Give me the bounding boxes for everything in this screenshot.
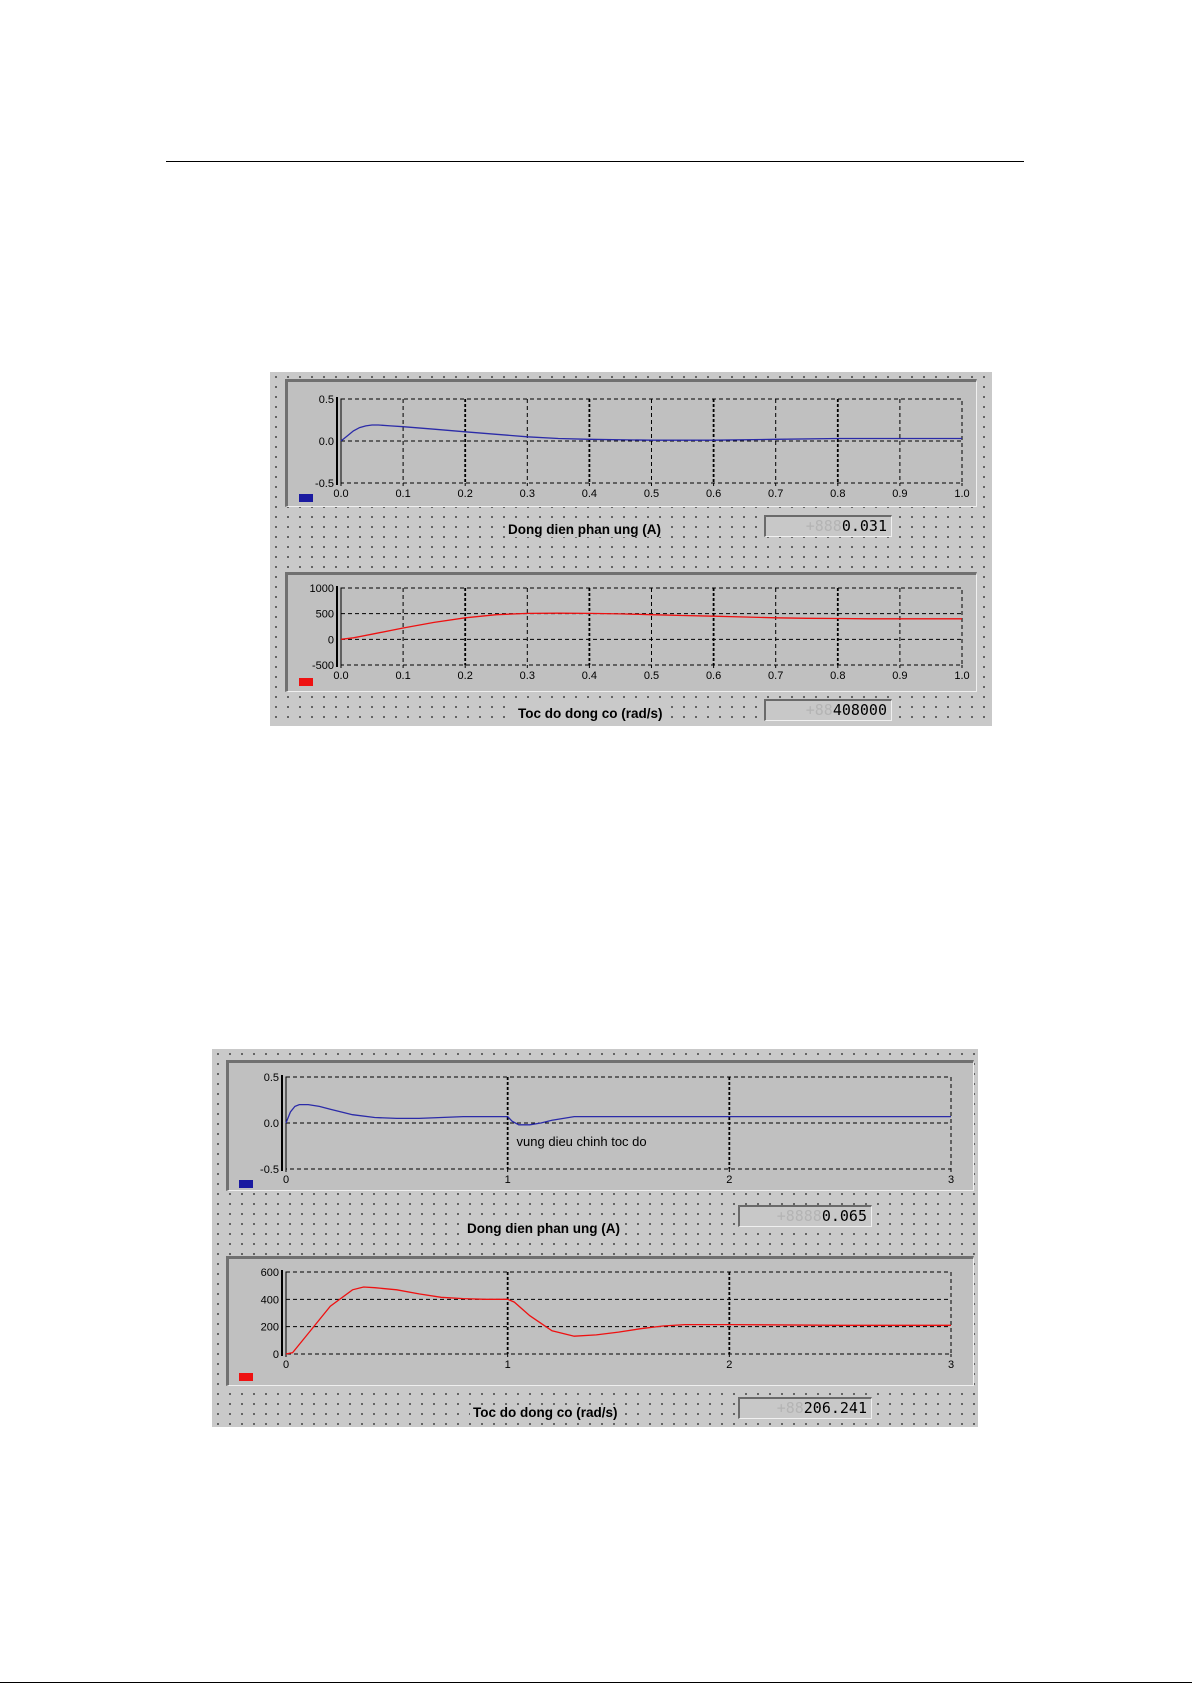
- plot-frame: [286, 1272, 951, 1354]
- current-readout: [738, 1205, 872, 1227]
- x-tick-label: 0.9: [892, 670, 908, 682]
- series-line-0: [286, 1105, 951, 1125]
- header-rule: [166, 161, 1024, 162]
- series-line-0: [286, 1287, 951, 1354]
- scope-window-2: [212, 1049, 978, 1427]
- current-chart-title: Dong dien phan ung (A): [505, 522, 664, 537]
- x-tick-label: 0.4: [581, 670, 598, 682]
- readout-ghost-digits: +88: [805, 701, 833, 719]
- x-tick-label: 3: [947, 1174, 955, 1186]
- speed-chart-title: Toc do dong co (rad/s): [470, 1405, 621, 1420]
- x-tick-label: 0.0: [333, 488, 349, 500]
- scope-window-1: [270, 372, 992, 726]
- x-tick-label: 0.5: [643, 488, 660, 500]
- current-plot-panel: [226, 1060, 974, 1191]
- x-tick-label: 0.9: [892, 488, 908, 500]
- footer-rule: [0, 1682, 1192, 1683]
- y-tick-label: 1000: [309, 583, 334, 595]
- readout-value: 0.065: [821, 1207, 867, 1225]
- x-tick-label: 0.6: [705, 670, 722, 682]
- x-tick-label: 1: [504, 1174, 511, 1186]
- x-tick-label: 0.8: [830, 670, 846, 682]
- y-tick-label: 0.5: [318, 394, 334, 406]
- x-tick-label: 0.0: [333, 670, 349, 682]
- legend-swatch-red: [239, 1373, 253, 1381]
- legend-swatch-blue: [299, 494, 313, 502]
- speed-plot-panel: [226, 1256, 974, 1386]
- speed-chart-svg: [288, 575, 980, 695]
- readout-value: 206.241: [803, 1399, 867, 1417]
- speed-chart-svg: [229, 1259, 977, 1389]
- current-chart-svg: [288, 382, 980, 510]
- x-tick-label: 0.4: [581, 488, 598, 500]
- y-tick-label: 600: [260, 1267, 279, 1279]
- legend-swatch-blue: [239, 1180, 253, 1188]
- x-tick-label: 0.6: [705, 488, 722, 500]
- y-tick-label: 0.0: [263, 1118, 279, 1130]
- x-tick-label: 0.5: [643, 670, 660, 682]
- x-tick-label: 0: [282, 1359, 290, 1371]
- speed-chart-title: Toc do dong co (rad/s): [515, 706, 666, 721]
- y-tick-label: 0: [272, 1349, 279, 1361]
- y-tick-label: -0.5: [315, 478, 334, 490]
- current-chart-title: Dong dien phan ung (A): [464, 1221, 623, 1236]
- chart-annotation: vung dieu chinh toc do: [516, 1134, 647, 1149]
- x-tick-label: 0.3: [519, 488, 535, 500]
- y-tick-label: 0: [327, 634, 334, 647]
- x-tick-label: 0.7: [768, 670, 784, 682]
- y-tick-label: -0.5: [260, 1164, 279, 1176]
- speed-readout: [764, 699, 892, 721]
- x-tick-label: 0.7: [768, 488, 784, 500]
- x-tick-label: 0: [282, 1174, 290, 1186]
- x-tick-label: 3: [947, 1359, 955, 1371]
- readout-value: 408000: [832, 701, 887, 719]
- readout-value: 0.031: [841, 517, 887, 535]
- current-readout: [764, 515, 892, 537]
- x-tick-label: 0.1: [395, 670, 411, 682]
- readout-ghost-digits: +8888: [776, 1207, 822, 1225]
- x-tick-label: 1: [504, 1359, 511, 1371]
- y-tick-label: 500: [315, 608, 334, 621]
- y-tick-label: 200: [260, 1321, 279, 1334]
- y-tick-label: 0.5: [263, 1072, 279, 1084]
- y-tick-label: 0.0: [318, 436, 334, 448]
- x-tick-label: 0.8: [830, 488, 846, 500]
- x-tick-label: 2: [726, 1174, 733, 1186]
- y-tick-label: -500: [311, 660, 334, 672]
- x-tick-label: 0.2: [457, 670, 473, 682]
- y-tick-label: 400: [260, 1294, 279, 1307]
- speed-readout: [738, 1397, 872, 1419]
- x-tick-label: 1.0: [954, 670, 970, 682]
- current-chart-svg: [229, 1063, 977, 1194]
- speed-plot-panel: [285, 572, 977, 692]
- readout-ghost-digits: +88: [776, 1399, 804, 1417]
- x-tick-label: 0.3: [519, 670, 535, 682]
- readout-ghost-digits: +888: [805, 517, 842, 535]
- x-tick-label: 0.2: [457, 488, 473, 500]
- x-tick-label: 0.1: [395, 488, 411, 500]
- x-tick-label: 1.0: [954, 488, 970, 500]
- legend-swatch-red: [299, 678, 313, 686]
- current-plot-panel: [285, 379, 977, 507]
- x-tick-label: 2: [726, 1359, 733, 1371]
